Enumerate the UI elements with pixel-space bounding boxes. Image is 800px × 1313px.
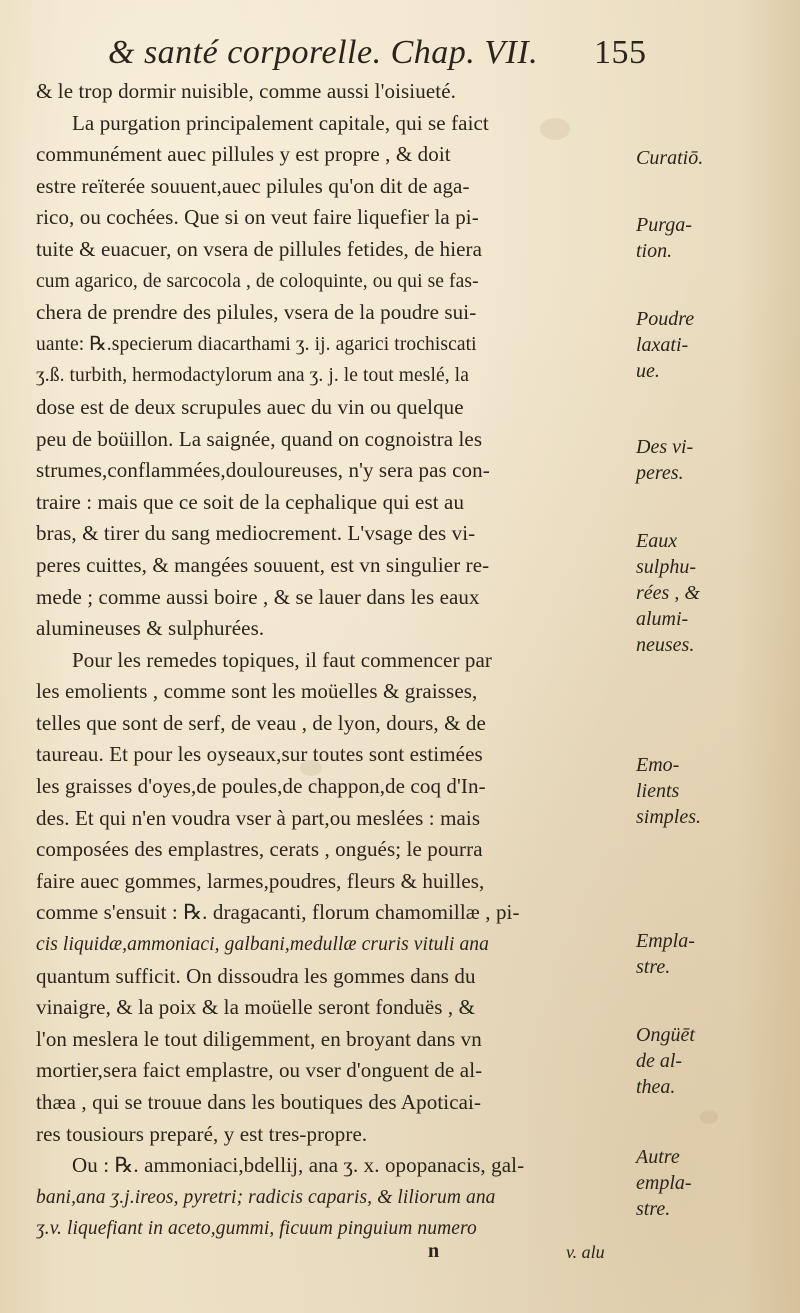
margin-note: Autre empla- stre. [636, 1146, 692, 1220]
margin-note: Ongüēt de al- thea. [636, 1024, 695, 1098]
margin-note: Purga- tion. [636, 214, 692, 262]
text-line: telles que sont de serf, de veau , de lyon, dours, & de [36, 710, 486, 735]
text-line: Pour les remedes topiques, il faut commencer par [72, 647, 493, 672]
text-line: communément auec pillules y est propre , & doit [36, 142, 451, 167]
text-line: chera de prendre des pilules, vsera de la poudre sui- [36, 300, 477, 325]
margin-note: Eaux sulphu- rées , & alumi- neuses. [636, 530, 700, 656]
text-line: uante: ℞.specierum diacarthami ʒ. ij. agarici trochiscati [36, 333, 477, 355]
running-title: & santé corporelle. Chap. VII. [108, 34, 539, 71]
margin-note: Poudre laxati- ue. [636, 308, 695, 382]
foxing-spot [700, 1110, 718, 1124]
text-line: & le trop dormir nuisible, comme aussi l'oisiueté. [36, 79, 456, 103]
text-line: cum agarico, de sarcocola , de coloquinte, ou qui se fas- [36, 270, 479, 292]
text-line: strumes,conflammées,douloureuses, n'y sera pas con- [36, 458, 490, 483]
text-line: res tousiours preparé, y est tres-propre. [36, 1121, 368, 1146]
text-line: les emolients , comme sont les moüelles & graisses, [36, 679, 478, 704]
text-line: bani,ana ʒ.j.ireos, pyretri; radicis caparis, & liliorum ana [36, 1186, 496, 1208]
text-line: thæa , qui se trouue dans les boutiques des Apoticai- [36, 1090, 482, 1114]
text-line: comme s'ensuit : ℞. dragacanti, florum chamomillæ , pi- [36, 900, 520, 925]
page-number: 155 [594, 34, 647, 71]
text-line: La purgation principalement capitale, qui se faict [72, 110, 489, 135]
text-line: alumineuses & sulphurées. [36, 616, 265, 641]
catchword: v. alu [566, 1242, 605, 1262]
margin-note: Emo- lients simples. [636, 754, 701, 828]
margin-note: Empla- stre. [636, 930, 695, 978]
text-line: mortier,sera faict emplastre, ou vser d'onguent de al- [36, 1058, 483, 1083]
text-line: Ou : ℞. ammoniaci,bdellij, ana ʒ. x. opopanacis, gal- [72, 1153, 525, 1178]
text-line: rico, ou cochées. Que si on veut faire liquefier la pi- [36, 205, 479, 230]
text-line: des. Et qui n'en voudra vser à part,ou meslées : mais [36, 805, 481, 830]
text-line: peu de boüillon. La saignée, quand on cognoistra les [36, 426, 483, 451]
signature-mark: n [428, 1240, 440, 1262]
text-line: estre reïterée souuent,auec pilules qu'on dit de aga- [36, 173, 470, 198]
text-line: bras, & tirer du sang mediocrement. L'vsage des vi- [36, 521, 476, 546]
text-line: cis liquidæ,ammoniaci, galbani,medullæ cruris vituli ana [36, 934, 490, 956]
running-header [108, 34, 647, 72]
text-line: dose est de deux scrupules auec du vin ou quelque [36, 394, 464, 419]
text-line: ʒ.ß. turbith, hermodactylorum ana ʒ. j. le tout meslé, la [36, 365, 469, 387]
margin-note: Curatiō. [636, 147, 704, 169]
text-line: tuite & euacuer, on vsera de pillules fetides, de hiera [36, 236, 483, 261]
text-line: composées des emplastres, cerats , ongués; le pourra [36, 837, 483, 862]
text-line: l'on meslera le tout diligemment, en broyant dans vn [36, 1026, 482, 1051]
margin-note: Des vi- peres. [636, 436, 694, 484]
text-line: ʒ.v. liquefiant in aceto,gummi, ficuum pinguium numero [36, 1218, 477, 1240]
text-line: faire auec gommes, larmes,poudres, fleurs & huilles, [36, 868, 485, 893]
text-line: mede ; comme aussi boire , & se lauer dans les eaux [36, 584, 480, 609]
text-line: traire : mais que ce soit de la cephalique qui est au [36, 489, 465, 514]
text-line: quantum sufficit. On dissoudra les gommes dans du [36, 963, 476, 988]
text-line: peres cuittes, & mangées souuent, est vn singulier re- [36, 552, 490, 577]
text-line: taureau. Et pour les oyseaux,sur toutes sont estimées [36, 742, 483, 767]
text-line: les graisses d'oyes,de poules,de chappon,de coq d'In- [36, 774, 486, 799]
text-line: vinaigre, & la poix & la moüelle seront fonduës , & [36, 995, 476, 1020]
text-block [36, 76, 632, 1245]
